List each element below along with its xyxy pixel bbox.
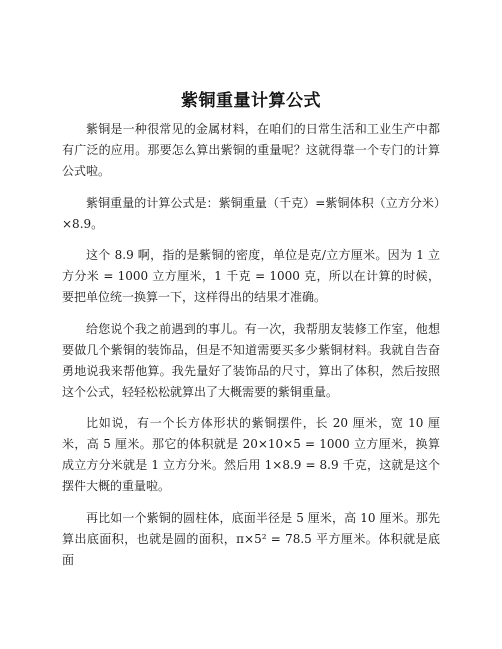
paragraph-formula: 紫铜重量的计算公式是：紫铜重量（千克）=紫铜体积（立方分米）×8.9。 [62,195,440,231]
document-title: 紫铜重量计算公式 [181,91,321,111]
document-body [62,119,440,571]
paragraph-intro: 紫铜是一种很常见的金属材料，在咱们的日常生活和工业生产中都有广泛的应用。那要怎么算出紫铜的重量呢？这就得靠一个专门的计算公式啦。 [62,122,440,178]
paragraph-example-cylinder: 再比如一个紫铜的圆柱体，底面半径是 5 厘米，高 10 厘米。那先算出底面积，也就是圆的面积，π×5² = 78.5 平方厘米。体积就是底面 [62,510,440,567]
paragraph-density: 这个 8.9 啊，指的是紫铜的密度，单位是克/立方厘米。因为 1 立方分米 = 1000 立方厘米，1 千克 = 1000 克，所以在计算的时候，要把单位统一换算一下，这样得出的结果才准确。 [62,248,440,304]
paragraph-example-cuboid: 比如说，有一个长方体形状的紫铜摆件，长 20 厘米，宽 10 厘米，高 5 厘米。那它的体积就是 20×10×5 = 1000 立方厘米，换算成立方分米就是 1 立方分米。然后用 1×8.9 = 8.9 千克，这就是这个摆件大概的重量啦。 [62,416,440,493]
paragraph-anecdote: 给您说个我之前遇到的事儿。有一次，我帮朋友装修工作室，他想要做几个紫铜的装饰品，但是不知道需要买多少紫铜材料。我就自告奋勇地说我来帮他算。我先量好了装饰品的尺寸，算出了体积，然后按照这个公式，轻轻松松就算出了大概需要的紫铜重量。 [62,321,440,399]
